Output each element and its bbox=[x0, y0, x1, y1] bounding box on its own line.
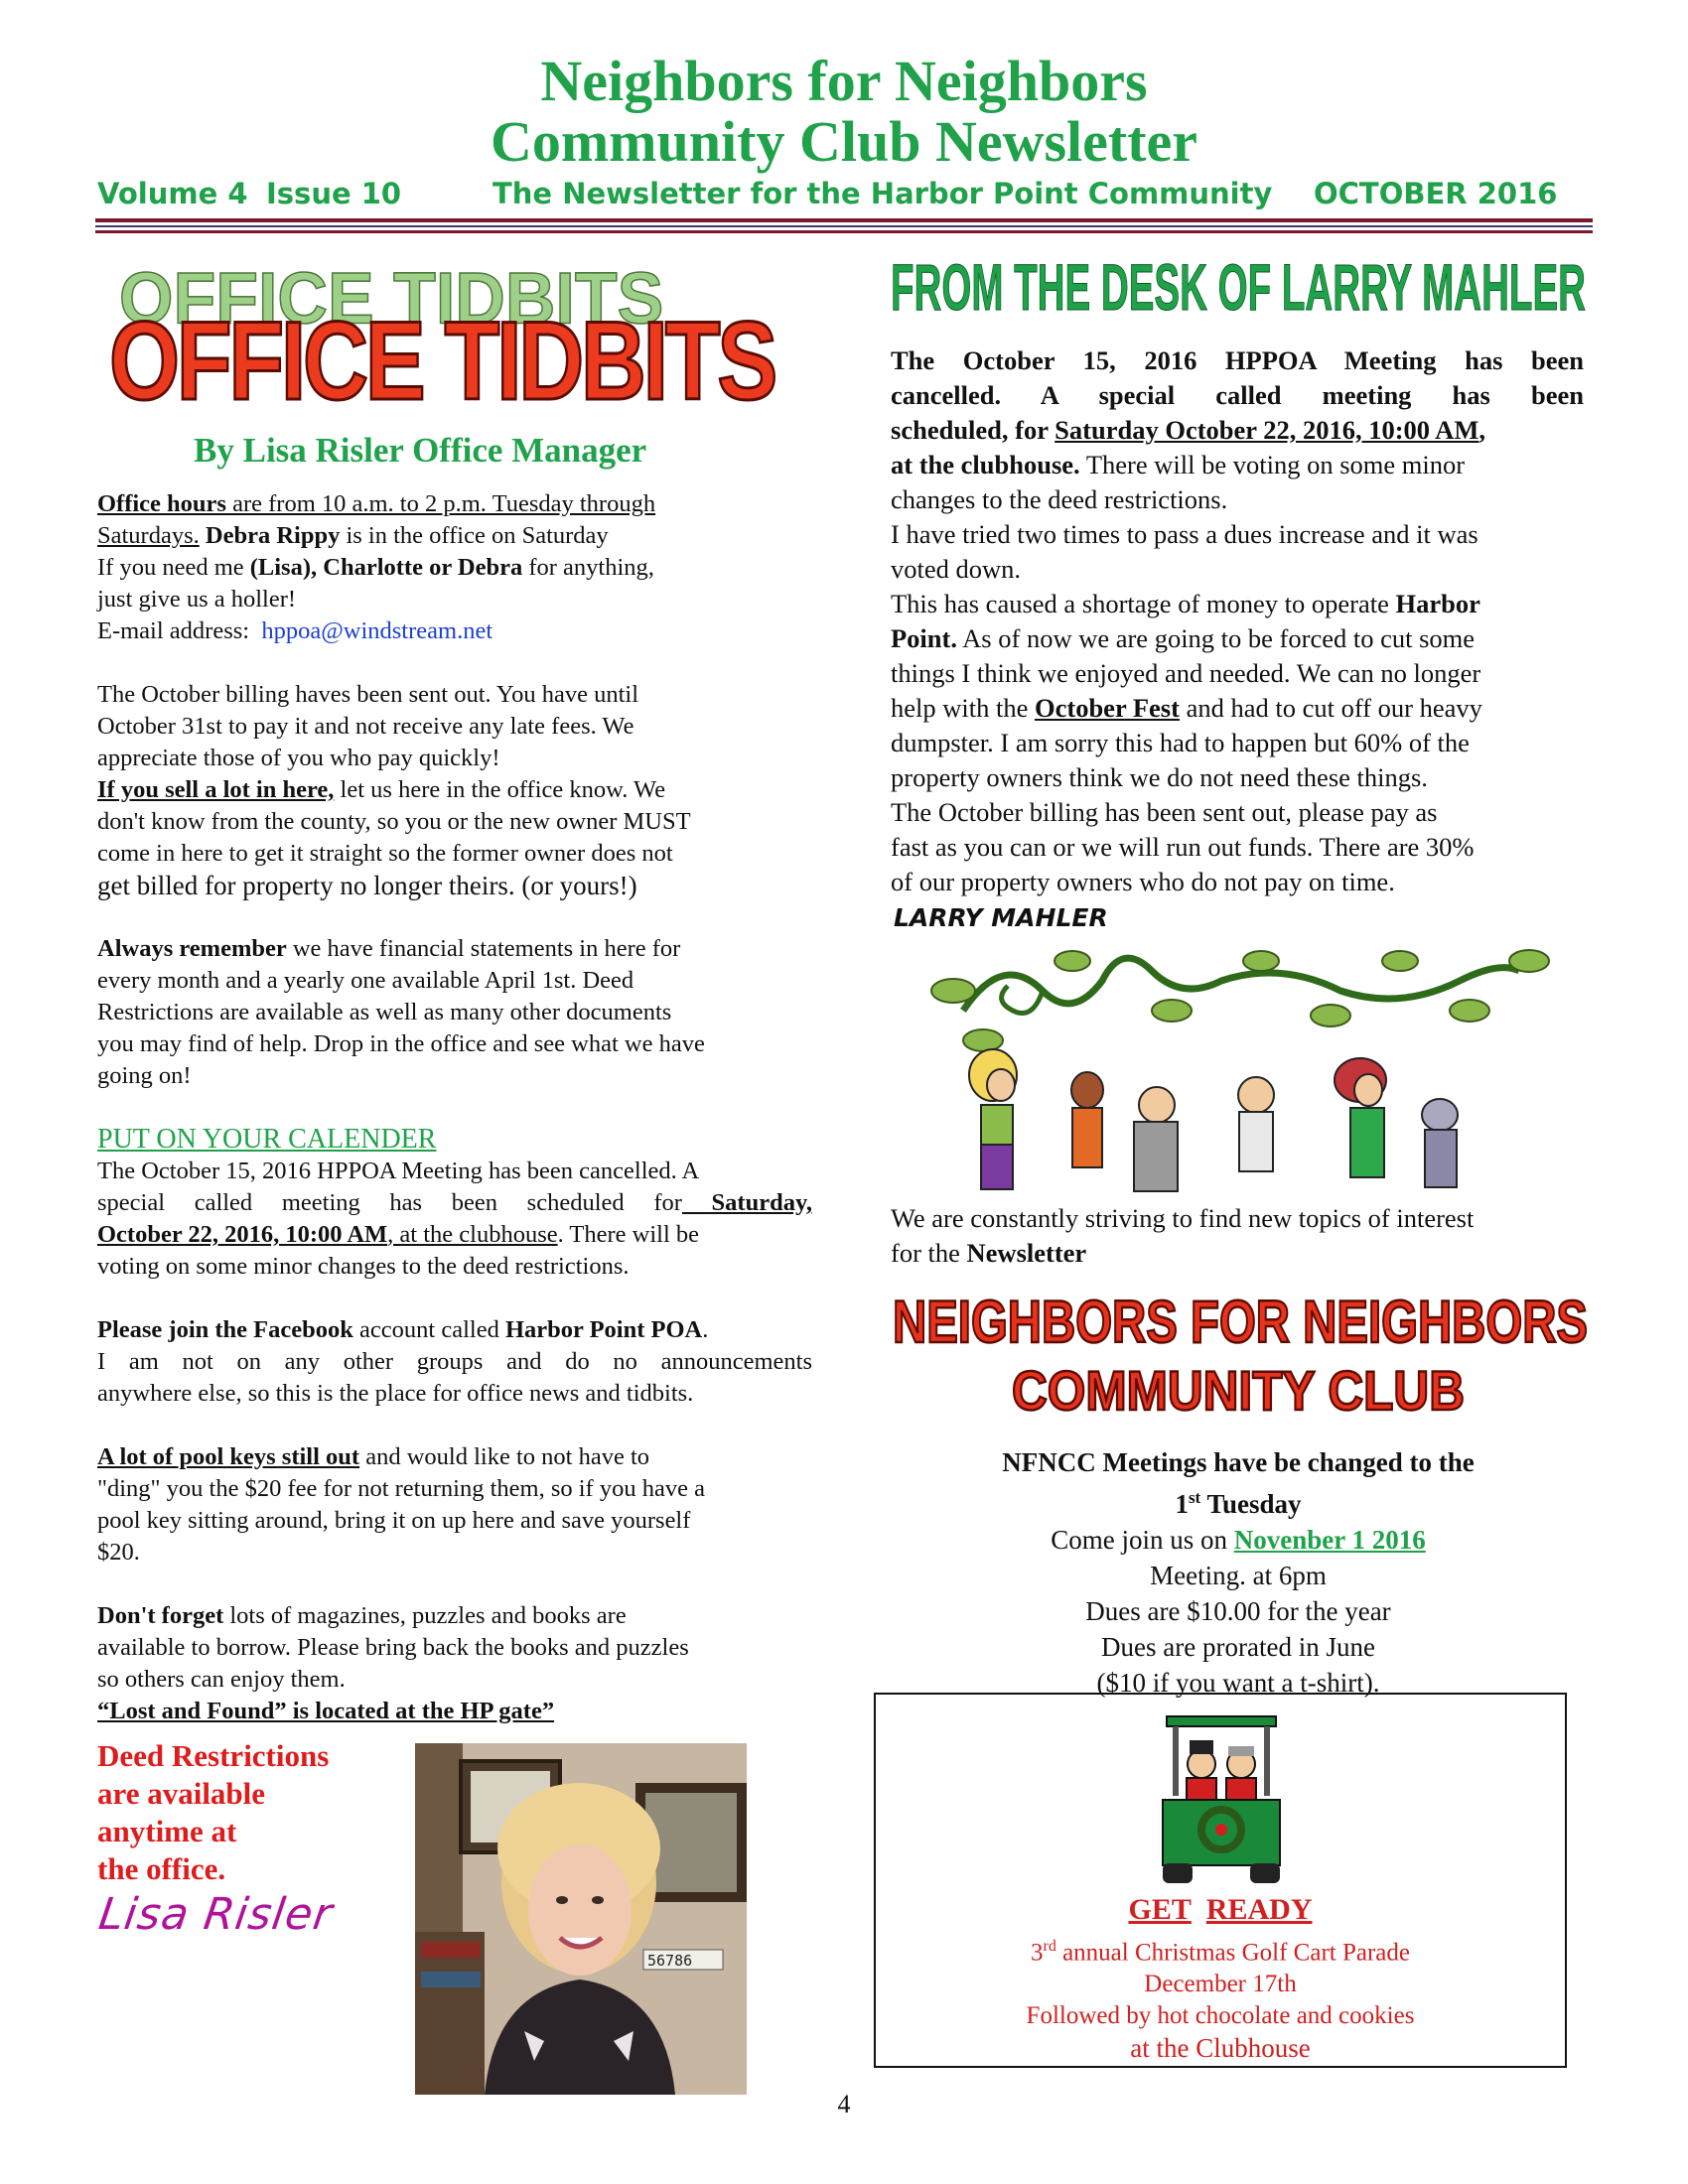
larry-line-14: The October billing has been sent out, please pay as bbox=[891, 797, 1438, 827]
forget-line-1 bbox=[97, 1600, 812, 1632]
holler-line: just give us a holler! bbox=[97, 586, 297, 613]
nfn-banner-line-2: COMMUNITY CLUB bbox=[1012, 1359, 1465, 1422]
staff-names: (Lisa), Charlotte or Debra bbox=[249, 554, 523, 581]
larry-line-8 bbox=[891, 587, 1584, 621]
golf-cart-image bbox=[1157, 1712, 1286, 1891]
dues-line-2: Dues are prorated in June bbox=[1101, 1632, 1375, 1662]
lost-found-line bbox=[97, 1696, 812, 1727]
voting-text: There will be voting on some minor bbox=[1079, 450, 1466, 479]
heavy-text: and had to cut off our heavy bbox=[1179, 693, 1482, 723]
facebook-line-1 bbox=[97, 1314, 812, 1346]
forget-line-2: available to borrow. Please bring back the books and puzzles bbox=[97, 1634, 689, 1661]
pool-line-2: "ding" you the $20 fee for not returning them, so if you have a bbox=[97, 1475, 705, 1502]
lisa-signature: Lisa Risler bbox=[95, 1889, 337, 1940]
spacer bbox=[97, 647, 812, 679]
deed-restrictions-note bbox=[97, 1737, 329, 1888]
larry-line-11 bbox=[891, 691, 1584, 726]
remember-text: we have financial statements in here for bbox=[286, 935, 681, 962]
deed-line-3: anytime at bbox=[97, 1814, 237, 1848]
header-rule-top bbox=[95, 218, 1593, 222]
larry-line-9 bbox=[891, 621, 1584, 656]
header-rule-mid bbox=[95, 225, 1593, 227]
comma: , bbox=[1478, 415, 1485, 445]
harbor-text: Harbor bbox=[1395, 589, 1480, 618]
email-label: E-mail address: bbox=[97, 617, 250, 644]
nfncc-heading: NFNCC Meetings have be changed to the bbox=[1002, 1447, 1475, 1477]
billing-line-2: October 31st to pay it and not receive any late fees. We bbox=[97, 713, 634, 740]
scheduled-text: scheduled, for bbox=[891, 415, 1055, 445]
remember-line-1 bbox=[97, 933, 812, 965]
calendar-saturday: Saturday, bbox=[681, 1189, 812, 1216]
issue-label: Issue 10 bbox=[266, 177, 402, 210]
debra-rippy: Debra Rippy bbox=[199, 522, 341, 549]
dont-forget-label: Don't forget bbox=[97, 1602, 224, 1629]
office-tidbits-shadow: OFFICE TIDBITS bbox=[119, 257, 664, 340]
larry-line-2: cancelled. A special called meeting has been bbox=[891, 380, 1584, 410]
meeting-time: Meeting. at 6pm bbox=[1150, 1561, 1327, 1590]
forget-text: lots of magazines, puzzles and books are bbox=[223, 1602, 627, 1629]
meeting-date: Saturday October 22, 2016, 10:00 AM bbox=[1055, 415, 1479, 445]
remember-line-4: you may find of help. Drop in the office and see what we have bbox=[97, 1030, 705, 1057]
third-num: 3 bbox=[1031, 1939, 1044, 1967]
larry-line-13: property owners think we do not need these things. bbox=[891, 762, 1428, 792]
office-tidbits-text: OFFICE TIDBITS bbox=[109, 299, 775, 423]
tuesday-text: Tuesday bbox=[1200, 1489, 1302, 1519]
billing-line-1: The October billing haves been sent out. You have until bbox=[97, 681, 639, 708]
spacer bbox=[97, 1092, 812, 1124]
tagline: The Newsletter for the Harbor Point Community bbox=[492, 177, 1273, 210]
calendar-line-3 bbox=[97, 1219, 812, 1251]
remember-line-3: Restrictions are available as well as many other documents bbox=[97, 999, 672, 1025]
larry-desk-banner bbox=[887, 246, 1592, 326]
sell-lot-text: let us here in the office know. We bbox=[334, 776, 666, 803]
photo-counter-text: 56786 bbox=[647, 1952, 693, 1970]
issue-date: OCTOBER 2016 bbox=[1314, 177, 1558, 210]
calendar-line-1: The October 15, 2016 HPPOA Meeting has been cancelled. A bbox=[97, 1158, 700, 1184]
sell-line-4: get billed for property no longer theirs. (or yours!) bbox=[97, 871, 637, 900]
pool-line-3: pool key sitting around, bring it on up here and save yourself bbox=[97, 1507, 691, 1534]
newsletter-title-line2: Community Club Newsletter bbox=[490, 109, 1198, 174]
get-word: GET bbox=[1128, 1893, 1192, 1926]
parade-line-2: December 17th bbox=[1144, 1971, 1297, 1998]
need-me-line bbox=[97, 552, 812, 584]
forget-line-3: so others can enjoy them. bbox=[97, 1666, 346, 1693]
newsletter-word: Newsletter bbox=[966, 1238, 1087, 1268]
first-suffix: st bbox=[1188, 1488, 1201, 1507]
saturdays-text: Saturdays. bbox=[97, 522, 200, 549]
facebook-label: Please join the Facebook bbox=[97, 1316, 353, 1343]
striving-line-2 bbox=[891, 1236, 1586, 1271]
calendar-heading-text: PUT ON YOUR CALENDER bbox=[97, 1124, 437, 1155]
larry-line-16: of our property owners who do not pay on time. bbox=[891, 867, 1395, 896]
dues-line-3: ($10 if you want a t-shirt). bbox=[1096, 1668, 1380, 1698]
parade-line-3: Followed by hot chocolate and cookies bbox=[1026, 2002, 1415, 2030]
office-hours-line bbox=[97, 488, 812, 520]
always-remember-label: Always remember bbox=[97, 935, 287, 962]
calendar-clubhouse: , at the clubhouse bbox=[387, 1221, 558, 1248]
first-num: 1 bbox=[1175, 1489, 1189, 1519]
volume-label: Volume 4 bbox=[97, 177, 248, 210]
header-info-row bbox=[97, 177, 1587, 216]
newsletter-title-line1: Neighbors for Neighbors bbox=[540, 49, 1148, 113]
larry-line-7: voted down. bbox=[891, 554, 1022, 584]
calendar-heading bbox=[97, 1124, 812, 1156]
larry-line-15: fast as you can or we will run out funds. There are 30% bbox=[891, 832, 1475, 862]
help-text: help with the bbox=[891, 693, 1035, 723]
for-the: for the bbox=[891, 1238, 967, 1268]
parade-details bbox=[876, 1931, 1565, 2064]
office-byline: By Lisa Risler Office Manager bbox=[194, 431, 647, 470]
sell-lot-label: If you sell a lot in here, bbox=[97, 776, 335, 803]
office-hours-label: Office hours bbox=[97, 490, 226, 517]
nfn-community-club-banner bbox=[891, 1283, 1590, 1422]
calendar-voting: . There will be bbox=[557, 1221, 700, 1248]
ready-word: READY bbox=[1205, 1893, 1313, 1926]
parade-box bbox=[874, 1693, 1567, 2068]
shortage-text: This has caused a shortage of money to operate bbox=[891, 589, 1396, 618]
larry-signature: LARRY MAHLER bbox=[894, 903, 1108, 932]
pool-line-4: $20. bbox=[97, 1539, 140, 1566]
facebook-line-3: anywhere else, so this is the place for office news and tidbits. bbox=[97, 1380, 694, 1407]
sell-line-3: come in here to get it straight so the former owner does not bbox=[97, 840, 673, 867]
join-us-line bbox=[891, 1522, 1586, 1558]
office-hours-line-2 bbox=[97, 520, 812, 552]
dues-line-1: Dues are $10.00 for the year bbox=[1085, 1596, 1391, 1626]
calendar-text: special called meeting has been scheduled for bbox=[97, 1189, 682, 1216]
facebook-text: account called bbox=[352, 1316, 505, 1343]
page-number: 4 bbox=[837, 2090, 851, 2118]
striving-note bbox=[891, 1201, 1586, 1271]
nfn-banner-line-1: NEIGHBORS FOR NEIGHBORS bbox=[893, 1289, 1588, 1355]
header-rule-bottom bbox=[95, 230, 1593, 233]
calendar-line-4: voting on some minor changes to the deed restrictions. bbox=[97, 1253, 630, 1280]
point-text: Point. bbox=[891, 623, 957, 653]
sell-line-2: don't know from the county, so you or the new owner MUST bbox=[97, 808, 691, 835]
email-link[interactable]: hppoa@windstream.net bbox=[261, 617, 493, 644]
parade-line-4: at the Clubhouse bbox=[1130, 2033, 1311, 2064]
join-text: Come join us on bbox=[1051, 1525, 1234, 1555]
lost-found-text: “Lost and Found” is located at the HP gate” bbox=[97, 1698, 555, 1724]
office-tidbits-body bbox=[97, 488, 812, 1727]
spacer bbox=[97, 901, 812, 933]
remember-line-5: going on! bbox=[97, 1062, 192, 1089]
larry-line-12: dumpster. I am sorry this had to happen but 60% of the bbox=[891, 728, 1470, 757]
larry-desk-banner-text: FROM THE DESK OF LARRY MAHLER bbox=[891, 250, 1586, 324]
spacer bbox=[97, 1283, 812, 1314]
remember-line-2: every month and a yearly one available April 1st. Deed bbox=[97, 967, 634, 994]
office-tidbits-banner bbox=[99, 250, 784, 429]
get-ready-heading bbox=[876, 1893, 1565, 1927]
office-hours-text: are from 10 a.m. to 2 p.m. Tuesday through bbox=[225, 490, 656, 517]
parade-line-1 bbox=[876, 1931, 1565, 1969]
spacer bbox=[97, 1569, 812, 1600]
billing-line-3: appreciate those of you who pay quickly! bbox=[97, 745, 500, 771]
need-me-end: for anything, bbox=[522, 554, 654, 581]
calendar-line-2 bbox=[97, 1187, 812, 1219]
forced-text: As of now we are going to be forced to cut some bbox=[957, 623, 1476, 653]
october-fest: October Fest bbox=[1035, 693, 1180, 723]
parade-name: annual Christmas Golf Cart Parade bbox=[1055, 1939, 1410, 1967]
pool-keys-text: and would like to not have to bbox=[359, 1443, 650, 1470]
spacer bbox=[97, 1410, 812, 1441]
striving-line-1: We are constantly striving to find new topics of interest bbox=[891, 1203, 1475, 1233]
deed-line-4: the office. bbox=[97, 1851, 226, 1886]
facebook-line-2: I am not on any other groups and do no announcements bbox=[97, 1348, 812, 1375]
larry-article bbox=[891, 343, 1584, 899]
larry-line-6: I have tried two times to pass a dues increase and it was bbox=[891, 519, 1478, 549]
nfncc-first-tuesday bbox=[891, 1480, 1586, 1522]
larry-line-10: things I think we enjoyed and needed. We can no longer bbox=[891, 658, 1481, 688]
pool-keys-label: A lot of pool keys still out bbox=[97, 1443, 360, 1470]
november-date: Novenber 1 2016 bbox=[1233, 1525, 1426, 1555]
larry-line-3 bbox=[891, 413, 1584, 448]
larry-line-1: The October 15, 2016 HPPOA Meeting has been bbox=[891, 345, 1584, 375]
calendar-date: October 22, 2016, 10:00 AM bbox=[97, 1221, 388, 1248]
facebook-period: . bbox=[702, 1316, 709, 1343]
facebook-account: Harbor Point POA bbox=[504, 1316, 703, 1343]
larry-line-5: changes to the deed restrictions. bbox=[891, 484, 1228, 514]
saturday-text: is in the office on Saturday bbox=[340, 522, 609, 549]
deed-line-1: Deed Restrictions bbox=[97, 1738, 330, 1773]
neighbors-illustration bbox=[923, 941, 1559, 1199]
deed-line-2: are available bbox=[97, 1776, 266, 1811]
email-line bbox=[97, 615, 812, 647]
need-me-text: If you need me bbox=[97, 554, 250, 581]
nfncc-meeting-info bbox=[891, 1444, 1586, 1701]
larry-line-4 bbox=[891, 448, 1584, 482]
at-clubhouse: at the clubhouse. bbox=[891, 450, 1080, 479]
third-suffix: rd bbox=[1043, 1938, 1056, 1955]
sell-line-1 bbox=[97, 774, 812, 806]
lisa-photo bbox=[415, 1743, 747, 2095]
pool-line-1 bbox=[97, 1441, 812, 1473]
